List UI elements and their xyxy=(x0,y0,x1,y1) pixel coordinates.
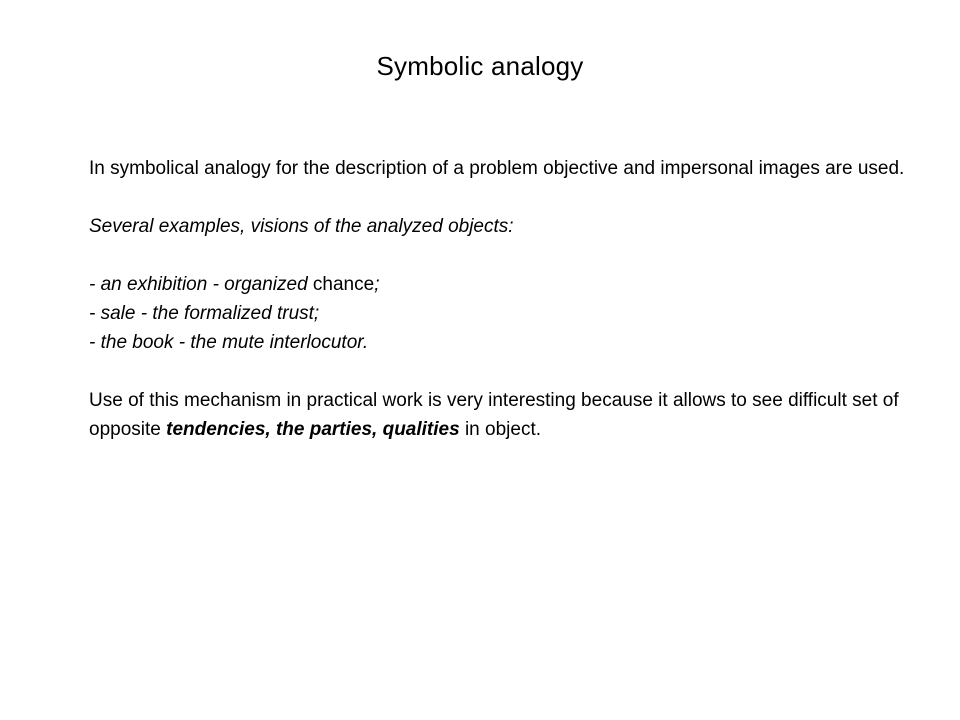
example-item: - sale - the formalized trust; xyxy=(89,303,320,324)
example-item-tail: ; xyxy=(374,274,380,295)
conclusion-emphasis: tendencies, the parties, qualities xyxy=(166,419,460,440)
example-item-lead: - an exhibition - organized xyxy=(89,274,308,295)
example-item-plain: chance xyxy=(307,274,375,295)
example-item xyxy=(89,270,909,299)
slide-title: Symbolic analogy xyxy=(376,51,584,81)
spacer xyxy=(89,241,909,270)
spacer xyxy=(89,357,909,386)
intro-paragraph: In symbolical analogy for the description of a problem objective and impersonal images are used. xyxy=(89,158,905,179)
example-item: - the book - the mute interlocutor. xyxy=(89,332,369,353)
conclusion-text: Use of this mechanism in practical work is very interesting because it allows to see difficult set of opposite xyxy=(89,390,899,440)
slide-body xyxy=(89,154,909,444)
examples-heading: Several examples, visions of the analyzed objects: xyxy=(89,216,514,237)
conclusion-ending: in object. xyxy=(459,419,541,440)
conclusion-paragraph xyxy=(89,386,909,444)
spacer xyxy=(89,183,909,212)
